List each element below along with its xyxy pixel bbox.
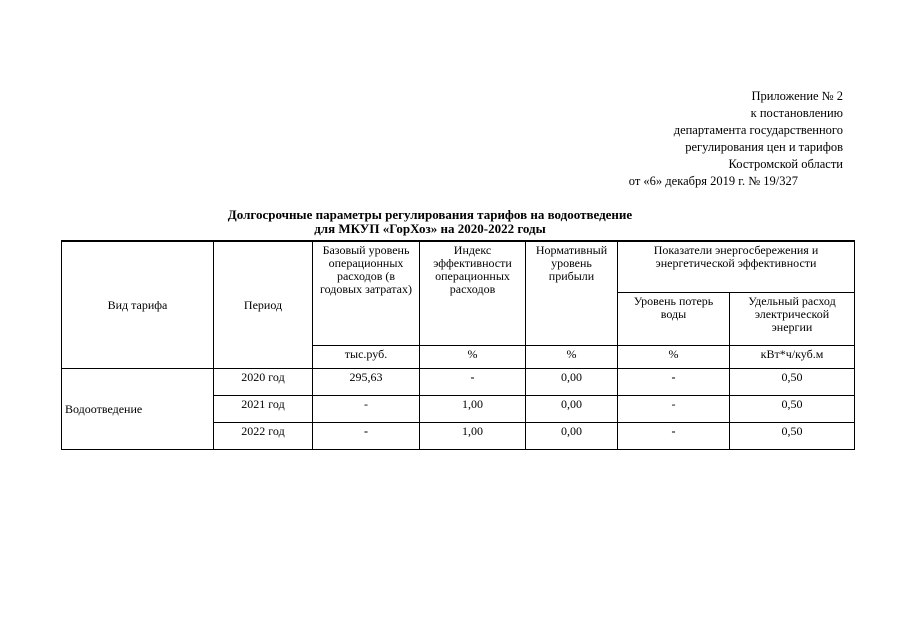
appendix-date: от «6» декабря 2019 г. № 19/327: [628, 174, 798, 188]
normative-profit-cell: 0,00: [526, 396, 618, 423]
water-loss-cell: -: [618, 396, 730, 423]
water-loss-cell: -: [618, 423, 730, 450]
appendix-line: Приложение № 2: [751, 89, 843, 103]
period-cell: 2020 год: [214, 369, 313, 396]
unit-base-level: тыс.руб.: [313, 346, 420, 369]
title-line: для МКУП «ГорХоз» на 2020-2022 годы: [314, 221, 546, 236]
unit-specific-consumption: кВт*ч/куб.м: [730, 346, 855, 369]
period-cell: 2021 год: [214, 396, 313, 423]
base-level-cell: -: [313, 423, 420, 450]
header-specific-consumption: Удельный расход электрической энергии: [730, 293, 855, 346]
table-row: [62, 369, 855, 396]
normative-profit-cell: 0,00: [526, 369, 618, 396]
efficiency-index-cell: -: [420, 369, 526, 396]
specific-consumption-cell: 0,50: [730, 369, 855, 396]
header-water-loss: Уровень потерь воды: [618, 293, 730, 346]
document-title: [190, 208, 670, 236]
header-efficiency-index: Индекс эффективности операционных расходов: [420, 241, 526, 346]
unit-water-loss: %: [618, 346, 730, 369]
water-loss-cell: -: [618, 369, 730, 396]
tariff-name-cell: Водоотведение: [62, 369, 214, 450]
normative-profit-cell: 0,00: [526, 423, 618, 450]
appendix-line: Костромской области: [728, 157, 843, 171]
header-period: Период: [214, 241, 313, 369]
specific-consumption-cell: 0,50: [730, 423, 855, 450]
header-tariff-type: Вид тарифа: [62, 241, 214, 369]
appendix-block: [543, 88, 843, 190]
unit-normative-profit: %: [526, 346, 618, 369]
efficiency-index-cell: 1,00: [420, 396, 526, 423]
appendix-line: департамента государственного: [673, 123, 843, 137]
header-normative-profit: Нормативный уровень прибыли: [526, 241, 618, 346]
header-base-level: Базовый уровень операционных расходов (в годовых затратах): [313, 241, 420, 346]
period-cell: 2022 год: [214, 423, 313, 450]
base-level-cell: 295,63: [313, 369, 420, 396]
header-energy-group: Показатели энергосбережения и энергетической эффективности: [618, 241, 855, 293]
appendix-line: к постановлению: [750, 106, 843, 120]
parameters-table: [61, 240, 855, 450]
efficiency-index-cell: 1,00: [420, 423, 526, 450]
specific-consumption-cell: 0,50: [730, 396, 855, 423]
appendix-line: регулирования цен и тарифов: [685, 140, 843, 154]
base-level-cell: -: [313, 396, 420, 423]
title-line: Долгосрочные параметры регулирования тарифов на водоотведение: [227, 207, 633, 222]
unit-efficiency-index: %: [420, 346, 526, 369]
